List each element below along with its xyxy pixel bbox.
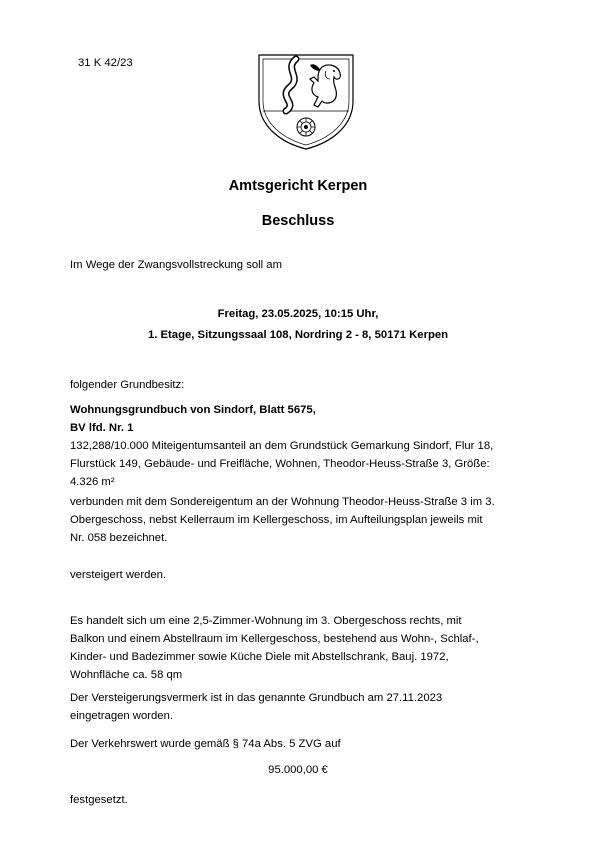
property-intro: folgender Grundbesitz: bbox=[70, 379, 185, 391]
description-line: Balkon und einem Abstellraum im Kellergeschoss, bestehend aus Wohn-, Schlaf-, bbox=[70, 633, 479, 645]
property-line: 132,288/10.000 Miteigentumsanteil an dem Grundstück Gemarkung Sindorf, Flur 18, bbox=[70, 440, 494, 452]
registration-line: Der Versteigerungsvermerk ist in das genannte Grundbuch am 27.11.2023 bbox=[70, 692, 443, 704]
description-line: Es handelt sich um eine 2,5-Zimmer-Wohnung im 3. Obergeschoss rechts, mit bbox=[70, 615, 462, 627]
property-line: Obergeschoss, nebst Kellerraum im Kellergeschoss, im Aufteilungsplan jeweils mit bbox=[70, 514, 483, 526]
property-line: 4.326 m² bbox=[70, 476, 115, 488]
property-line: verbunden mit dem Sondereigentum an der Wohnung Theodor-Heuss-Straße 3 im 3. bbox=[70, 496, 495, 508]
description-line: Wohnfläche ca. 58 qm bbox=[70, 669, 183, 681]
appointment-location: 1. Etage, Sitzungssaal 108, Nordring 2 - 8, 50171 Kerpen bbox=[147, 329, 449, 341]
auction-statement: versteigert werden. bbox=[70, 569, 167, 581]
market-value-outro: festgesetzt. bbox=[70, 794, 128, 806]
case-number: 31 K 42/23 bbox=[78, 57, 133, 69]
description-line: Kinder- und Badezimmer sowie Küche Diele mit Abstellschrank, Bauj. 1972, bbox=[70, 651, 449, 663]
intro-text: Im Wege der Zwangsvollstreckung soll am bbox=[70, 259, 283, 271]
document-type-heading: Beschluss bbox=[261, 213, 335, 229]
nrw-coat-of-arms-icon bbox=[256, 49, 356, 151]
market-value-amount: 95.000,00 € bbox=[268, 764, 328, 776]
appointment-date-time: Freitag, 23.05.2025, 10:15 Uhr, bbox=[217, 308, 379, 320]
bv-number: BV lfd. Nr. 1 bbox=[70, 422, 134, 434]
market-value-intro: Der Verkehrswert wurde gemäß § 74a Abs. 5 ZVG auf bbox=[70, 738, 341, 750]
property-line: Flurstück 149, Gebäude- und Freifläche, Wohnen, Theodor-Heuss-Straße 3, Größe: bbox=[70, 458, 490, 470]
property-line: Nr. 058 bezeichnet. bbox=[70, 532, 168, 544]
court-name: Amtsgericht Kerpen bbox=[228, 178, 368, 194]
land-register-title: Wohnungsgrundbuch von Sindorf, Blatt 5675, bbox=[70, 404, 316, 416]
registration-line: eingetragen worden. bbox=[70, 710, 174, 722]
